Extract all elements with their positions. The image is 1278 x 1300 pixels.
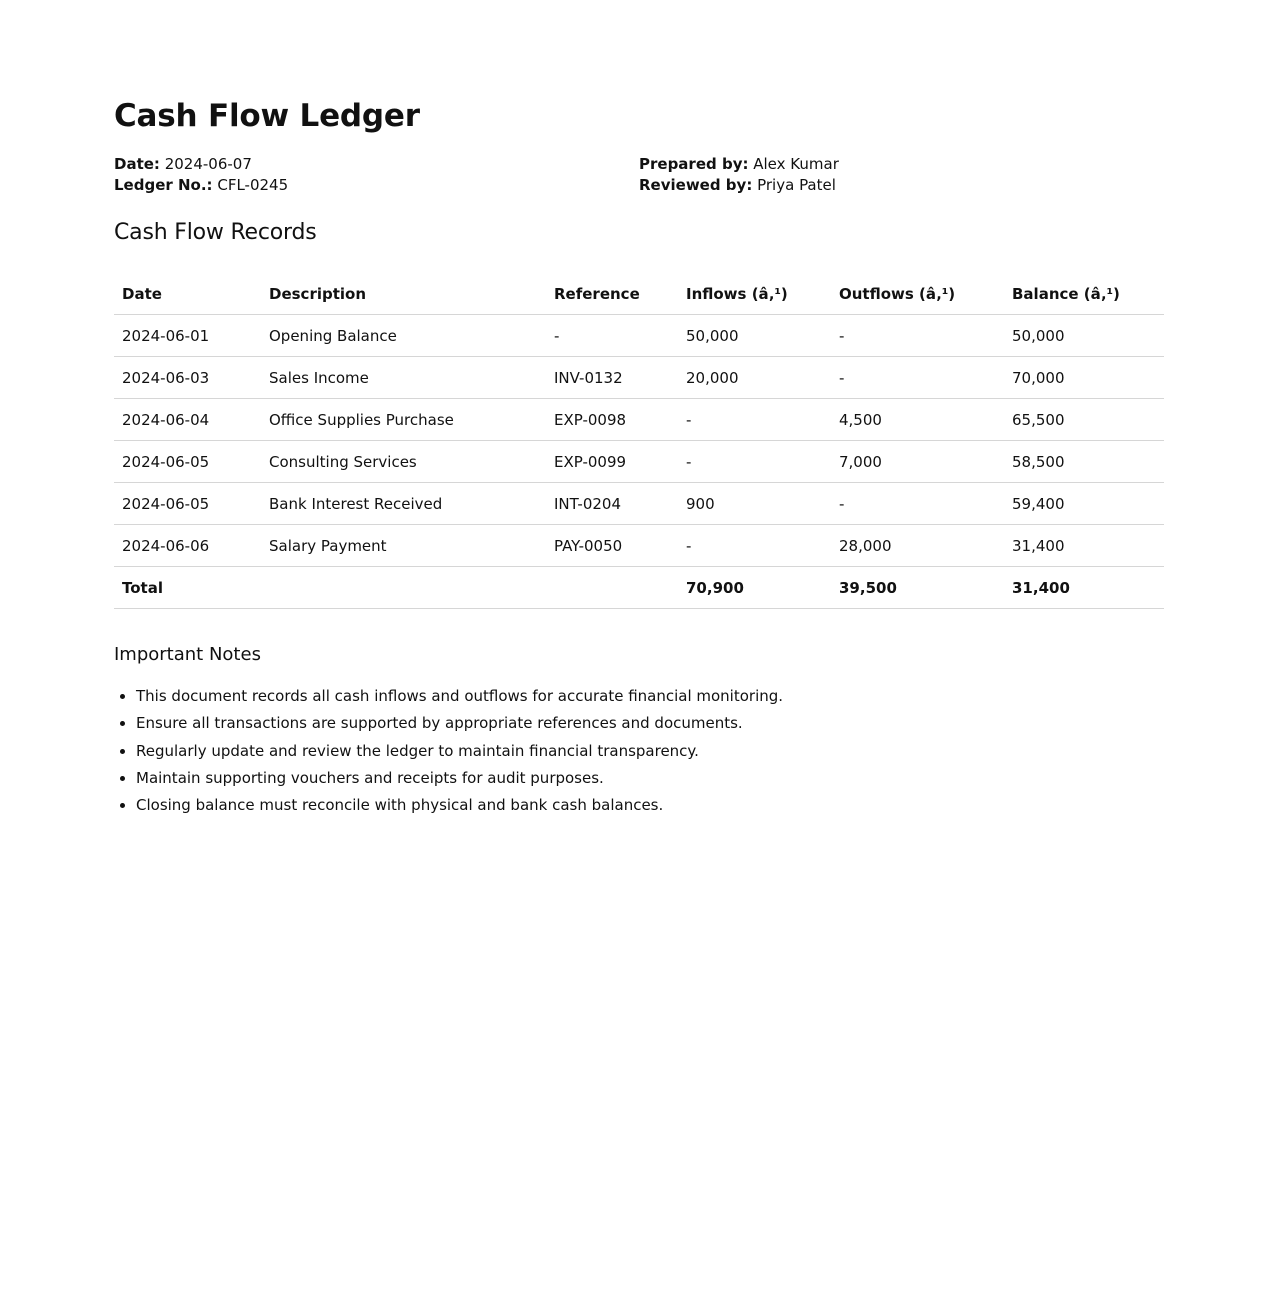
table-row	[114, 441, 1164, 483]
list-item: • Regularly update and review the ledger to maintain financial transparency.	[136, 738, 1164, 765]
list-item: • Maintain supporting vouchers and receipts for audit purposes.	[136, 765, 1164, 792]
cell-reference: EXP-0098	[546, 399, 678, 441]
cell-description: Consulting Services	[261, 441, 546, 483]
records-heading: Cash Flow Records	[114, 220, 317, 245]
meta-right	[639, 154, 1164, 196]
cell-description: Opening Balance	[261, 315, 546, 357]
cell-reference: -	[546, 315, 678, 357]
cash-flow-table	[114, 274, 1164, 609]
cell-inflows: -	[678, 525, 831, 567]
list-item: • Ensure all transactions are supported by appropriate references and documents.	[136, 710, 1164, 737]
list-item: • Closing balance must reconcile with physical and bank cash balances.	[136, 792, 1164, 819]
cell-inflows: -	[678, 441, 831, 483]
meta-ledger-value: CFL-0245	[217, 176, 289, 194]
list-item: • This document records all cash inflows and outflows for accurate financial monitoring.	[136, 683, 1164, 710]
cell-date: 2024-06-04	[114, 399, 261, 441]
meta-prepared-value: Alex Kumar	[753, 155, 839, 173]
cell-outflows: 4,500	[831, 399, 1004, 441]
meta-reviewed-value: Priya Patel	[757, 176, 836, 194]
table-row	[114, 483, 1164, 525]
page-title: Cash Flow Ledger	[114, 98, 420, 134]
cell-inflows: 20,000	[678, 357, 831, 399]
table-row	[114, 525, 1164, 567]
cell-outflows: 7,000	[831, 441, 1004, 483]
col-header-outflows: Outflows (â‚¹)	[831, 274, 1004, 315]
cell-date: 2024-06-05	[114, 441, 261, 483]
cell-description: Salary Payment	[261, 525, 546, 567]
meta-date-value: 2024-06-07	[164, 155, 252, 173]
col-header-description: Description	[261, 274, 546, 315]
cell-description: Sales Income	[261, 357, 546, 399]
meta-left	[114, 154, 639, 196]
table-total-row	[114, 567, 1164, 609]
cell-inflows: 50,000	[678, 315, 831, 357]
table-row	[114, 399, 1164, 441]
total-outflows: 39,500	[831, 567, 1004, 609]
cell-date: 2024-06-05	[114, 483, 261, 525]
cell-date: 2024-06-03	[114, 357, 261, 399]
meta-reviewed-label: Reviewed by:	[639, 176, 753, 194]
cell-outflows: -	[831, 315, 1004, 357]
total-label: Total	[114, 567, 261, 609]
total-inflows: 70,900	[678, 567, 831, 609]
cell-reference: PAY-0050	[546, 525, 678, 567]
meta-ledger-label: Ledger No.:	[114, 176, 213, 194]
cell-balance: 58,500	[1004, 441, 1164, 483]
table-row	[114, 315, 1164, 357]
col-header-inflows: Inflows (â‚¹)	[678, 274, 831, 315]
cell-balance: 70,000	[1004, 357, 1164, 399]
cell-reference: INT-0204	[546, 483, 678, 525]
cell-balance: 59,400	[1004, 483, 1164, 525]
total-balance: 31,400	[1004, 567, 1164, 609]
col-header-balance: Balance (â‚¹)	[1004, 274, 1164, 315]
total-empty-description	[261, 567, 546, 609]
col-header-date: Date	[114, 274, 261, 315]
cell-date: 2024-06-01	[114, 315, 261, 357]
cell-date: 2024-06-06	[114, 525, 261, 567]
meta-prepared-by	[639, 154, 1164, 175]
cell-outflows: -	[831, 483, 1004, 525]
ledger-meta	[114, 154, 1164, 196]
meta-date	[114, 154, 639, 175]
notes-list	[114, 683, 1164, 819]
cell-reference: EXP-0099	[546, 441, 678, 483]
cell-outflows: 28,000	[831, 525, 1004, 567]
notes-heading: Important Notes	[114, 644, 261, 665]
meta-date-label: Date:	[114, 155, 160, 173]
cell-balance: 50,000	[1004, 315, 1164, 357]
cell-description: Bank Interest Received	[261, 483, 546, 525]
cell-reference: INV-0132	[546, 357, 678, 399]
cell-inflows: 900	[678, 483, 831, 525]
cell-description: Office Supplies Purchase	[261, 399, 546, 441]
ledger-document	[114, 0, 1164, 819]
meta-ledger-no	[114, 175, 639, 196]
col-header-reference: Reference	[546, 274, 678, 315]
meta-prepared-label: Prepared by:	[639, 155, 749, 173]
meta-reviewed-by	[639, 175, 1164, 196]
total-empty-reference	[546, 567, 678, 609]
table-header-row	[114, 274, 1164, 315]
cell-balance: 31,400	[1004, 525, 1164, 567]
cell-inflows: -	[678, 399, 831, 441]
cell-outflows: -	[831, 357, 1004, 399]
cell-balance: 65,500	[1004, 399, 1164, 441]
table-row	[114, 357, 1164, 399]
